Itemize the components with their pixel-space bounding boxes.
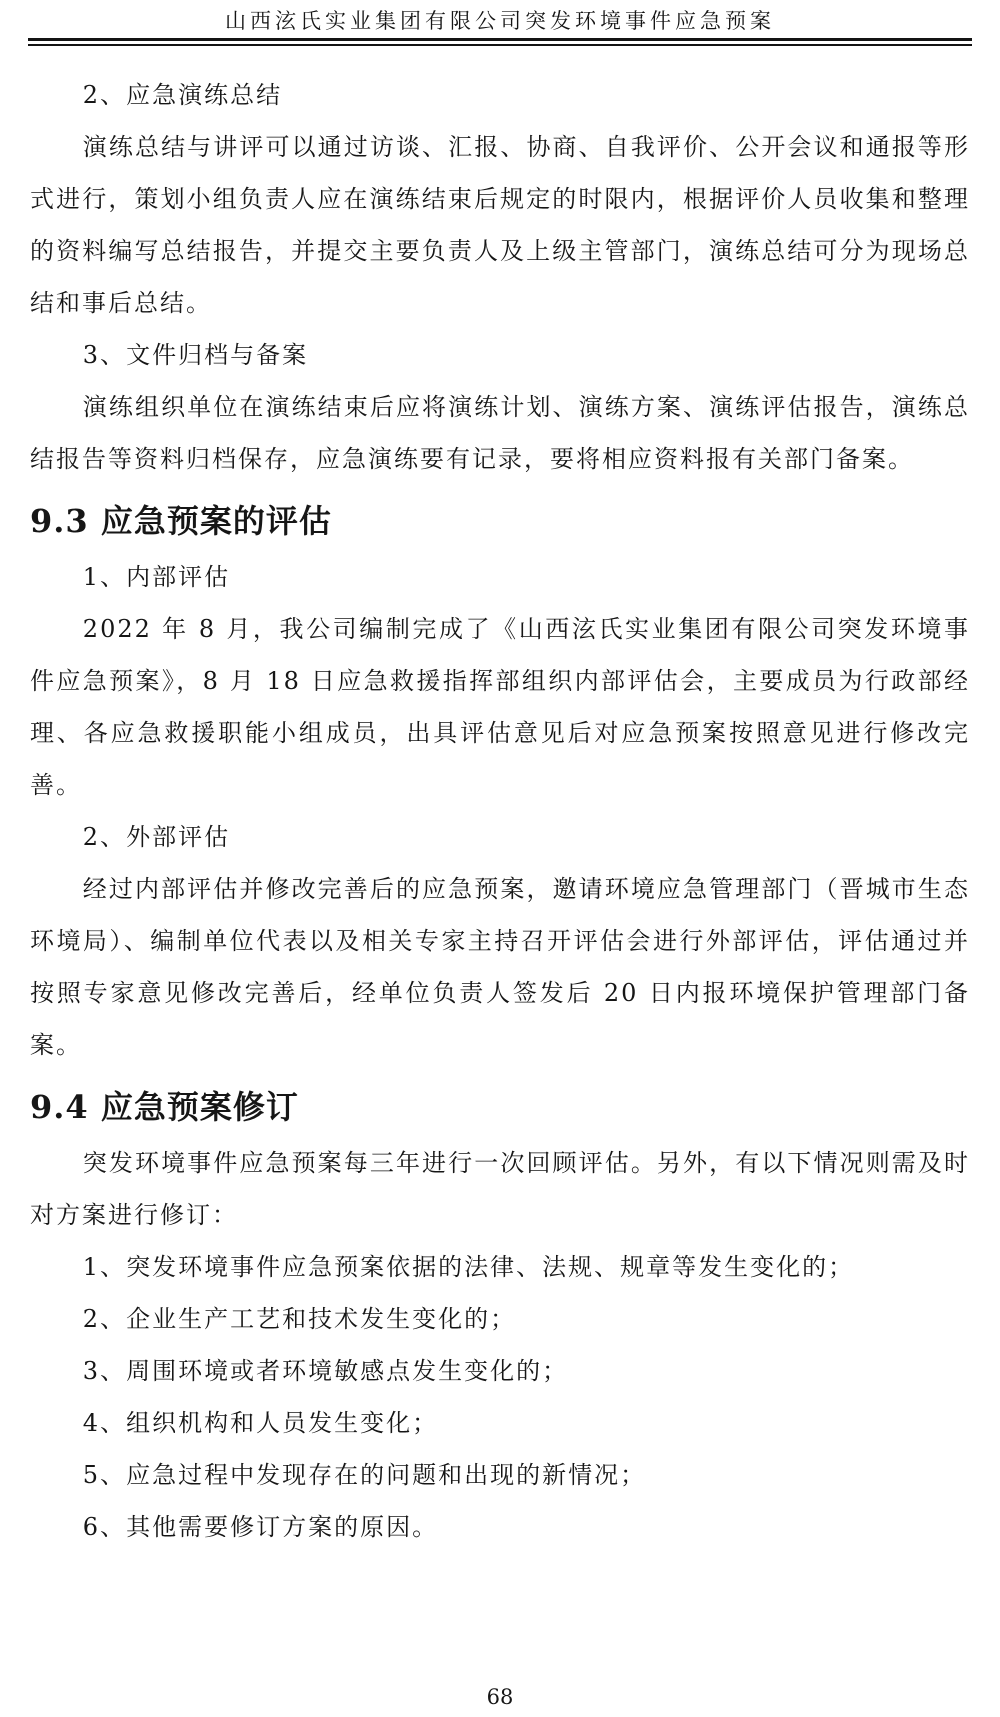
page-footer — [0, 1685, 1000, 1709]
document-body — [0, 46, 1000, 1553]
header-double-rule — [28, 38, 972, 46]
paragraph-revision-intro: 突发环境事件应急预案每三年进行一次回顾评估。另外，有以下情况则需及时对方案进行修订： — [30, 1149, 970, 1229]
paragraph-internal-eval: 2022 年 8 月，我公司编制完成了《山西泫氏实业集团有限公司突发环境事件应急预案》，8 月 18 日应急救援指挥部组织内部评估会，主要成员为行政部经理、各应急救援职能小组成员，出具评估意见后对应急预案按照意见进行修改完善。 — [30, 615, 970, 799]
page-header — [0, 0, 1000, 46]
header-title: 山西泫氏实业集团有限公司突发环境事件应急预案 — [225, 9, 775, 33]
paragraph-external-eval: 经过内部评估并修改完善后的应急预案，邀请环境应急管理部门（晋城市生态环境局）、编制单位代表以及相关专家主持召开评估会进行外部评估，评估通过并按照专家意见修改完善后，经单位负责人签发后 20 日内报环境保护管理部门备案。 — [30, 875, 970, 1059]
revision-list-item-2: 2、企业生产工艺和技术发生变化的； — [82, 1305, 517, 1333]
subheading-external-eval: 2、外部评估 — [82, 823, 231, 851]
subheading-drill-summary: 2、应急演练总结 — [82, 81, 283, 109]
subheading-archive: 3、文件归档与备案 — [82, 341, 309, 369]
paragraph-drill-summary: 演练总结与讲评可以通过访谈、汇报、协商、自我评价、公开会议和通报等形式进行，策划小组负责人应在演练结束后规定的时限内，根据评价人员收集和整理的资料编写总结报告，并提交主要负责人及上级主管部门，演练总结可分为现场总结和事后总结。 — [30, 133, 970, 317]
subheading-internal-eval: 1、内部评估 — [82, 563, 231, 591]
paragraph-archive: 演练组织单位在演练结束后应将演练计划、演练方案、演练评估报告，演练总结报告等资料归档保存，应急演练要有记录，要将相应资料报有关部门备案。 — [30, 393, 970, 473]
revision-list-item-5: 5、应急过程中发现存在的问题和出现的新情况； — [82, 1461, 647, 1489]
revision-list-item-4: 4、组织机构和人员发生变化； — [82, 1409, 439, 1437]
page-number: 68 — [486, 1685, 514, 1709]
section-heading-9-4: 9.4 应急预案修订 — [30, 1088, 299, 1126]
revision-list-item-1: 1、突发环境事件应急预案依据的法律、法规、规章等发生变化的； — [82, 1253, 855, 1281]
revision-list-item-3: 3、周围环境或者环境敏感点发生变化的； — [82, 1357, 569, 1385]
revision-list-item-6: 6、其他需要修订方案的原因。 — [82, 1513, 439, 1541]
section-heading-9-3: 9.3 应急预案的评估 — [30, 502, 332, 540]
